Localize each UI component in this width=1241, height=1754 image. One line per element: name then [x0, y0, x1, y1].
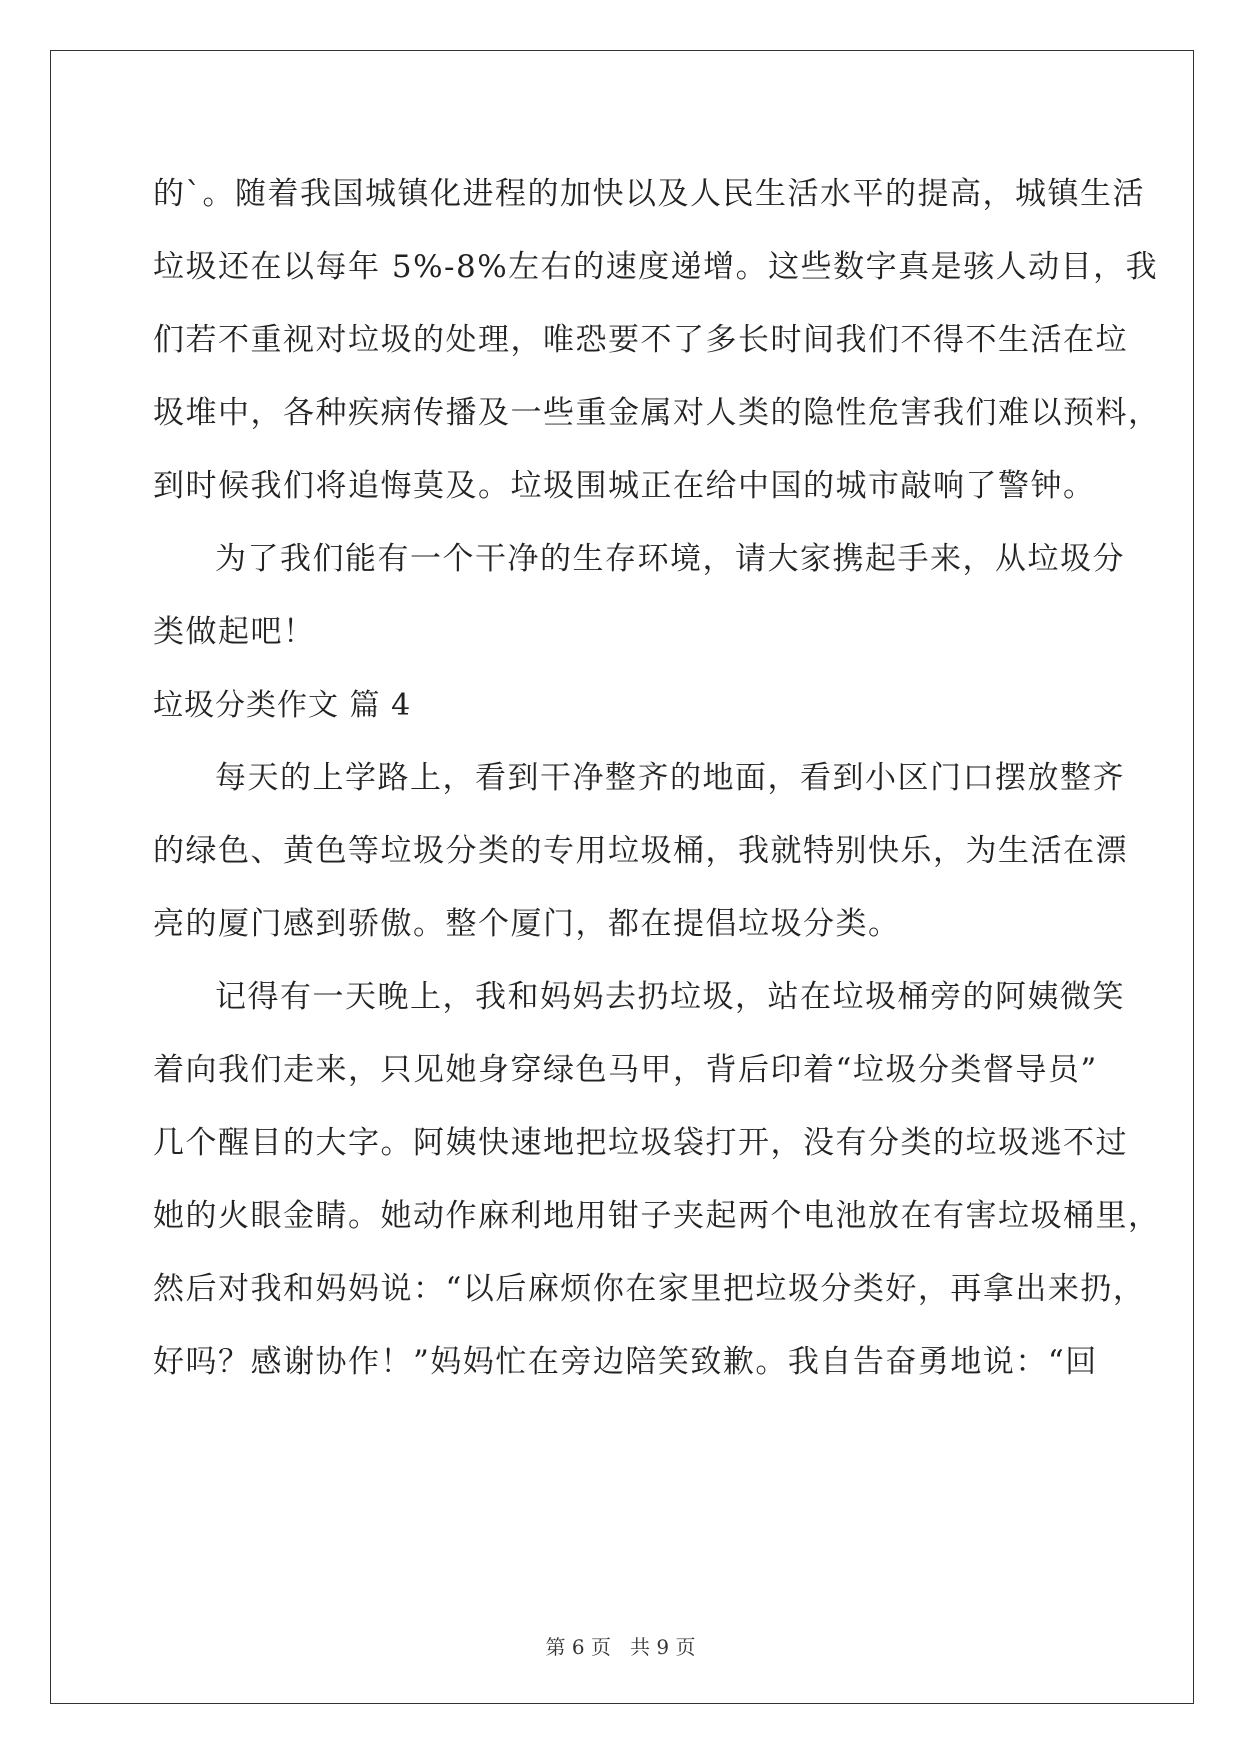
text-line: 到时候我们将追悔莫及。垃圾围城正在给中国的城市敲响了警钟。 — [153, 468, 1096, 504]
text-line: 记得有一天晚上，我和妈妈去扔垃圾，站在垃圾桶旁的阿姨微笑 — [215, 979, 1125, 1015]
text-line: 亮的厦门感到骄傲。整个厦门，都在提倡垃圾分类。 — [153, 906, 901, 942]
text-line: 她的火眼金睛。她动作麻利地用钳子夹起两个电池放在有害垃圾桶里， — [153, 1198, 1161, 1234]
text-line: 们若不重视对垃圾的处理，唯恐要不了多长时间我们不得不生活在垃 — [153, 322, 1128, 358]
document-body — [153, 158, 1161, 1399]
text-line: 的`。随着我国城镇化进程的加快以及人民生活水平的提高，城镇生活 — [153, 176, 1145, 212]
text-line: 垃圾还在以每年 5%-8%左右的速度递增。这些数字真是骇人动目，我 — [153, 249, 1159, 285]
text-line: 然后对我和妈妈说：“以后麻烦你在家里把垃圾分类好，再拿出来扔， — [153, 1271, 1146, 1307]
text-line: 为了我们能有一个干净的生存环境，请大家携起手来，从垃圾分 — [215, 541, 1125, 577]
text-line: 好吗？感谢协作！”妈妈忙在旁边陪笑致歉。我自告奋勇地说：“回 — [153, 1344, 1098, 1380]
text-line: 几个醒目的大字。阿姨快速地把垃圾袋打开，没有分类的垃圾逃不过 — [153, 1125, 1128, 1161]
page-total: 共 9 页 — [630, 1635, 696, 1659]
text-line: 的绿色、黄色等垃圾分类的专用垃圾桶，我就特别快乐，为生活在漂 — [153, 833, 1128, 869]
text-line: 着向我们走来，只见她身穿绿色马甲，背后印着“垃圾分类督导员” — [153, 1052, 1098, 1088]
text-line: 类做起吧！ — [153, 614, 316, 650]
text-line: 每天的上学路上，看到干净整齐的地面，看到小区门口摆放整齐 — [215, 760, 1125, 796]
page-number: 第 6 页 — [545, 1635, 611, 1659]
text-line: 圾堆中，各种疾病传播及一些重金属对人类的隐性危害我们难以预料， — [153, 395, 1161, 431]
page-footer — [0, 1631, 1241, 1660]
section-heading: 垃圾分类作文 篇 4 — [153, 688, 412, 723]
